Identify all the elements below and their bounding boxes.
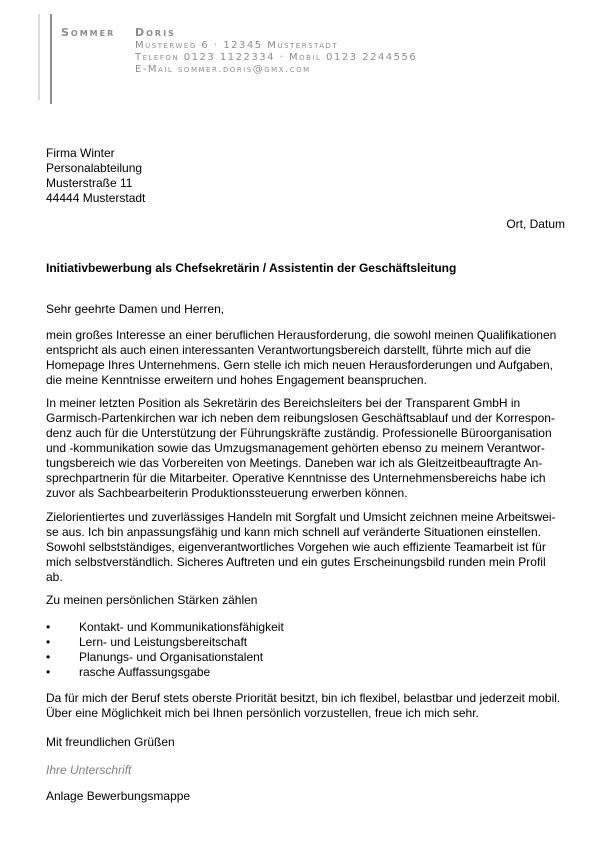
subject-line: Initiativbewerbung als Chefsekretärin / Assistentin der Geschäftsleitung xyxy=(46,261,457,275)
signature xyxy=(46,763,566,778)
text-line: Sowohl selbstständiges, eigenverantwortliches Vorgehen wie auch effiziente Teamarbeit ist für xyxy=(46,540,546,554)
paragraph-3 xyxy=(46,510,566,585)
paragraph-2 xyxy=(46,396,566,501)
bullet-icon: • xyxy=(46,635,51,649)
attachment-text: Anlage Bewerbungsmappe xyxy=(46,789,191,803)
text-line: Garmisch-Partenkirchen war ich neben dem reibungslosen Geschäftsablauf und der Korrespon- xyxy=(46,411,555,425)
text-line: die meine Kenntnisse erweitern und hohes Engagement beanspruchen. xyxy=(46,373,427,387)
closing xyxy=(46,735,566,750)
text-line: se aus. Ich bin anpassungsfähig und kann mich schnell auf veränderte Situationen einstellen. xyxy=(46,525,541,539)
list-item-text: rasche Auffassungsgabe xyxy=(79,665,211,679)
text-line: Über eine Möglichkeit mich bei Ihnen persönlich vorzustellen, freue ich mich sehr. xyxy=(46,706,479,720)
signature-placeholder: Ihre Unterschrift xyxy=(46,763,132,777)
sender-name-last: Doris xyxy=(135,26,176,39)
list-item xyxy=(46,665,284,680)
text-line: In meiner letzten Position als Sekretärin des Bereichsleiters bei der Transparent GmbH in xyxy=(46,396,521,410)
bullet-icon: • xyxy=(46,665,51,679)
text-line: denz auch für die Unterstützung der Führungskräfte zuständig. Professionelle Büroorganisation xyxy=(46,426,552,440)
recipient-company: Firma Winter xyxy=(46,146,115,160)
paragraph-4 xyxy=(46,691,566,721)
text-line: Homepage Ihres Unternehmens. Gern stelle ich mich neuen Herausforderungen und Aufgaben, xyxy=(46,358,553,372)
sender-name xyxy=(61,26,131,40)
text-line: tungsbereich wie das Vorbereiten von Meetings. Daneben war ich als Gleitzeitbeauftragte An- xyxy=(46,456,543,470)
text-line: und -kommunikation sowie das Umzugsmanagement gehörten ebenso zu meinem Verantwor- xyxy=(46,441,545,455)
recipient-street: Musterstraße 11 xyxy=(46,176,133,190)
attachment xyxy=(46,789,566,804)
text-line: ab. xyxy=(46,570,63,584)
place-date: Ort, Datum xyxy=(506,217,565,231)
recipient-address xyxy=(46,146,145,206)
text-line: mein großes Interesse an einer beruflichen Herausforderung, die sowohl meinen Qualifikationen xyxy=(46,328,557,342)
text-line: Zielorientiertes und zuverlässiges Handeln mit Sorgfalt und Umsicht zeichnen meine Arbeitswei- xyxy=(46,510,556,524)
closing-text: Mit freundlichen Grüßen xyxy=(46,735,175,749)
list-item-text: Kontakt- und Kommunikationsfähigkeit xyxy=(79,620,284,634)
bullet-icon: • xyxy=(46,650,51,664)
strengths-intro xyxy=(46,593,566,608)
sender-phone: Telefon 0123 1122334 · Mobil 0123 2244556 xyxy=(135,52,418,63)
recipient-city: 44444 Musterstadt xyxy=(46,191,146,205)
list-item xyxy=(46,650,284,665)
list-item-text: Planungs- und Organisationstalent xyxy=(79,650,264,664)
paragraph-1 xyxy=(46,328,566,388)
list-item xyxy=(46,635,284,650)
strengths-intro-text: Zu meinen persönlichen Stärken zählen xyxy=(46,593,258,607)
sender-name-first: Sommer xyxy=(61,26,116,39)
letterhead xyxy=(61,26,418,75)
text-line: Da für mich der Beruf stets oberste Priorität besitzt, bin ich flexibel, belastbar und jederzeit mobil. xyxy=(46,691,561,705)
sender-address: Musterweg 6 · 12345 Musterstadt xyxy=(135,40,339,51)
text-line: mich selbstverständlich. Sicheres Auftreten und ein gutes Erscheinungsbild runden mein Profil xyxy=(46,555,546,569)
bullet-icon: • xyxy=(46,620,51,634)
salutation xyxy=(46,302,566,317)
sender-email: E-Mail sommer.doris@gmx.com xyxy=(135,64,311,75)
header-accent-bar-light xyxy=(38,14,40,100)
list-item-text: Lern- und Leistungsbereitschaft xyxy=(79,635,248,649)
text-line: entspricht als auch einen interessanten Verantwortungsbereich darstellt, führte mich auf die xyxy=(46,343,531,357)
list-item xyxy=(46,620,284,635)
sender-contact-block xyxy=(135,26,417,76)
recipient-department: Personalabteilung xyxy=(46,161,143,175)
text-line: sprechpartnerin für die Mitarbeiter. Operative Kenntnisse des Unternehmensbereichs habe ich xyxy=(46,471,546,485)
header-accent-bar-dark xyxy=(50,14,52,104)
strengths-list xyxy=(46,620,284,680)
salutation-text: Sehr geehrte Damen und Herren, xyxy=(46,302,225,316)
text-line: zuvor als Sachbearbeiterin Produktionssteuerung erwerben können. xyxy=(46,486,408,500)
